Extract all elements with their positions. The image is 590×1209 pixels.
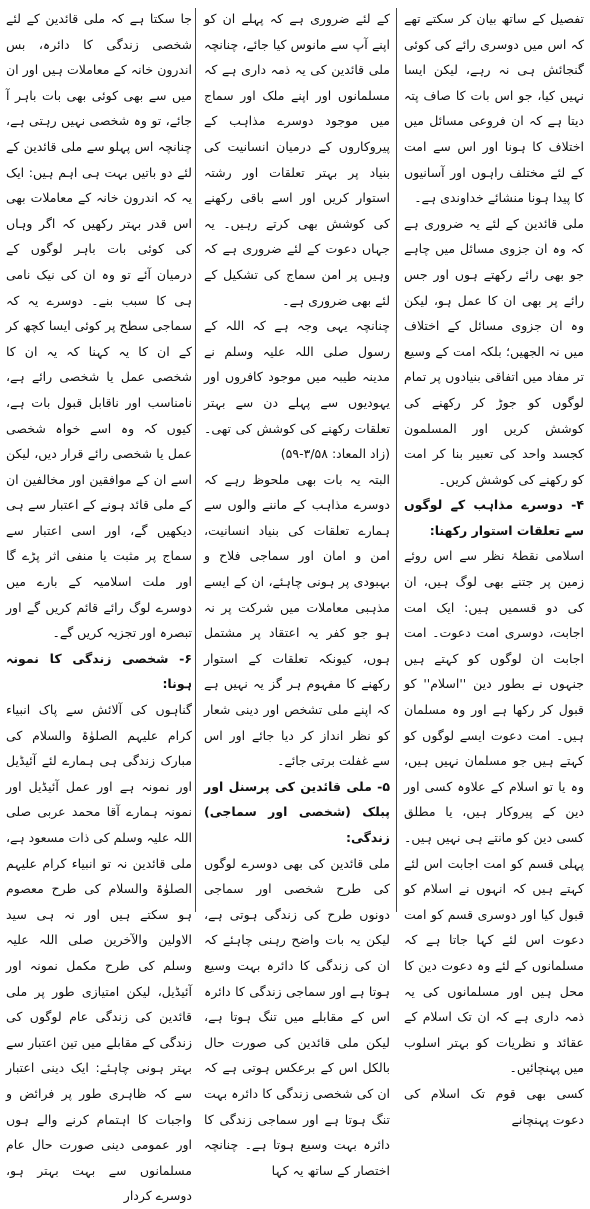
paragraph: البتہ یہ بات بھی ملحوظ رہے کہ دوسرے مذاہب کے ماننے والوں سے ہمارے تعلقات کی بنیاد انسانیت، امن و امان اور سماجی فلاح و بہبودی پر ہونی چاہئے، ان کے ایسے مذہبی معاملات میں شرکت پر نہ ہو جو کفر یہ اعتقاد پر مشتمل ہوں، کیونکہ تعلقات کے استوار رکھنے کا مفہوم ہر گز یہ نہیں ہے کہ اپنے ملی تشخص اور دینی شعار کو نظر انداز کر دیا جائے اور اس سے غفلت برتی جائے۔	[204, 471, 390, 769]
column-divider	[396, 8, 397, 912]
paragraph: ملی قائدین کے لئے یہ ضروری ہے کہ وہ ان جزوی مسائل میں چاہے جو بھی رائے رکھتے ہوں اور جس رائے پر بھی ان کا عمل ہو، لیکن وہ ان جزوی مسائل کے اختلاف میں نہ الجھیں؛ بلکہ امت کے وسیع تر مفاد میں اتفاقی بنیادوں پر تمام لوگوں کو جوڑ کر رکھنے کی کوشش کریں اور المسلمون کجسد واحد کی تعبیر بنا کر امت کو رکھنے کی کوشش کریں۔	[404, 215, 584, 487]
paragraph: گناہوں کی آلائش سے پاک انبیاء کرام علیہم الصلوٰۃ والسلام کی مبارک زندگی ہی ہمارے لئے آئیڈیل اور نمونہ ہے اور عمل آئیڈیل اور نمونہ ہمارے آقا محمد عربی صلی اللہ علیہ وسلم کی ذات مسعود ہے، ملی قائدین نہ تو انبیاء کرام علیہم الصلوٰۃ والسلام کی طرح معصوم ہو سکتے ہیں اور نہ ہی سید الاولین والآخرین صلی اللہ علیہ وسلم کی طرح مکمل نمونہ اور آئیڈیل، لیکن امتیازی طور پر ملی قائدین کی زندگی عام لوگوں کی زندگی کے مقابلے میں تین اعتبار سے بہتر ہونی چاہئے: ایک دینی اعتبار سے کہ ظاہری طور پر فرائض و واجبات کا اہتمام کرنے والے ہوں اور عمومی دینی صورت حال عام مسلمانوں سے بہت بہتر ہو، دوسرے کردار	[5, 702, 192, 1204]
paragraph: اسلامی نقطۂ نظر سے اس روئے زمین پر جتنے بھی لوگ ہیں، ان کی دو قسمیں ہیں: ایک امت اجابت، دوسری امت دعوت۔ امت اجابت ان لوگوں کو کہتے ہیں جنہوں نے بطور دین ''اسلام'' کو قبول کر رکھا ہے اور وہ مسلمان ہیں۔ امت دعوت ایسے لوگوں کو کہتے ہیں جو مسلمان نہیں ہیں، وہ یا تو اسلام کے علاوہ کسی اور دین کے پیروکار ہیں، یا مطلق کسی دین کو مانتے ہی نہیں ہیں۔ پہلی قسم کو امت اجابت اس لئے کہتے ہیں کہ انہوں نے اسلام کو قبول کیا اور دوسری قسم کو امت دعوت اس لئے کہا جاتا ہے کہ مسلمانوں کے لئے وہ دعوت دین کا محل ہیں اور مسلمانوں کی یہ ذمہ داری ہے کہ ان تک اسلام کے عقائد و نظریات کو بہتر اسلوب میں پہنچائیں۔	[404, 548, 584, 1076]
paragraph: چنانچہ یہی وجہ ہے کہ اللہ کے رسول صلی اللہ علیہ وسلم نے مدینہ طیبہ میں موجود کافروں اور یہودیوں سے پہلے دن سے بہتر تعلقات رکھنے کی کوشش کی تھی۔ (زاد المعاد: ۳/۵۸-۵۹)	[204, 318, 390, 462]
column-divider	[195, 8, 196, 912]
column-left	[5, 6, 192, 1204]
paragraph: کے لئے ضروری ہے کہ پہلے ان کو اپنے آپ سے مانوس کیا جائے، چنانچہ ملی قائدین کی یہ ذمہ داری ہے کہ مسلمانوں اور اپنے ملک اور سماج میں موجود دوسرے مذاہب کے پیروکاروں کے درمیان انسانیت کی بنیاد پر بہتر تعلقات اور رشتہ استوار کریں اور اسے باقی رکھنے کی کوشش بھی کرتے رہیں۔ یہ جہاں دعوت کے لئے ضروری ہے کہ وہیں پر امن سماج کی تشکیل کے لئے بھی ضروری ہے۔	[204, 11, 390, 308]
paragraph: ملی قائدین کی بھی دوسرے لوگوں کی طرح شخصی اور سماجی دونوں طرح کی زندگی ہوتی ہے، لیکن یہ بات واضح رہنی چاہئے کہ ان کی زندگی کا دائرہ بہت وسیع ہوتا ہے اور سماجی زندگی کا دائرہ اس کے مقابلے میں تنگ ہوتا ہے، لیکن ملی قائدین کی صورت حال بالکل اس کے برعکس ہوتی ہے کہ ان کی شخصی زندگی کا دائرہ بہت تنگ ہوتا ہے اور سماجی زندگی کا دائرہ بہت وسیع ہوتا ہے۔ چنانچہ اختصار کے ساتھ یہ کہا	[204, 855, 390, 1178]
section-heading: ۵- ملی قائدین کی پرسنل اور پبلک (شخصی اور سماجی) زندگی:	[204, 778, 390, 845]
paragraph: تفصیل کے ساتھ بیان کر سکتے تھے کہ اس میں دوسری رائے کی کوئی گنجائش ہی نہ رہے، لیکن ایسا نہیں کیا، جو اس بات کا صاف پتہ دیتا ہے کہ ان فروعی مسائل میں اختلاف کا ہونا اور اس سے امت کے لئے مختلف راہوں اور آسانیوں کا پیدا ہونا منشائے خداوندی ہے۔	[404, 11, 584, 206]
column-right	[404, 6, 584, 1127]
section-heading: ۶- شخصی زندگی کا نمونہ ہونا:	[6, 650, 192, 692]
section-heading: ۴- دوسرے مذاہب کے لوگوں سے تعلقات استوار رکھنا:	[404, 497, 584, 538]
column-middle	[204, 6, 390, 1178]
paragraph: کسی بھی قوم تک اسلام کی دعوت پہنچانے	[404, 1085, 584, 1127]
paragraph: جا سکتا ہے کہ ملی قائدین کے لئے شخصی زندگی کا دائرہ، بس اندرون خانہ کے معاملات ہیں اور ان میں سے بھی کوئی بھی بات باہر آ جائے، تو وہ شخصی نہیں رہتی ہے، چنانچہ اس پہلو سے ملی قائدین کے لئے دو باتیں بہت ہی اہم ہیں: ایک یہ کہ اندرون خانہ کے معاملات بھی اس قدر بہتر رکھیں کہ اگر وہاں کی کوئی بات باہر لوگوں کے درمیان آئے تو وہ ان کی نیک نامی ہی کا سبب بنے۔ دوسرے یہ کہ سماجی سطح پر کوئی ایسا کچھ کر کے ان کا یہ کہنا کہ یہ ان کا شخصی عمل یا شخصی رائے ہے، نامناسب اور ناقابل قبول بات ہے، کیوں کہ وہ اسے خواہ شخصی عمل یا شخصی رائے قرار دیں، لیکن اسے ان کے موافقین اور مخالفین ان کے ملی قائد ہونے کے اعتبار سے ہی دیکھیں گے، اور اسی اعتبار سے سماج پر مثبت یا منفی اثر پڑے گا اور ملت اسلامیہ کے بارے میں دوسرے لوگ رائے قائم کریں گے اور تبصرہ اور تجزیہ کریں گے۔	[6, 11, 192, 641]
